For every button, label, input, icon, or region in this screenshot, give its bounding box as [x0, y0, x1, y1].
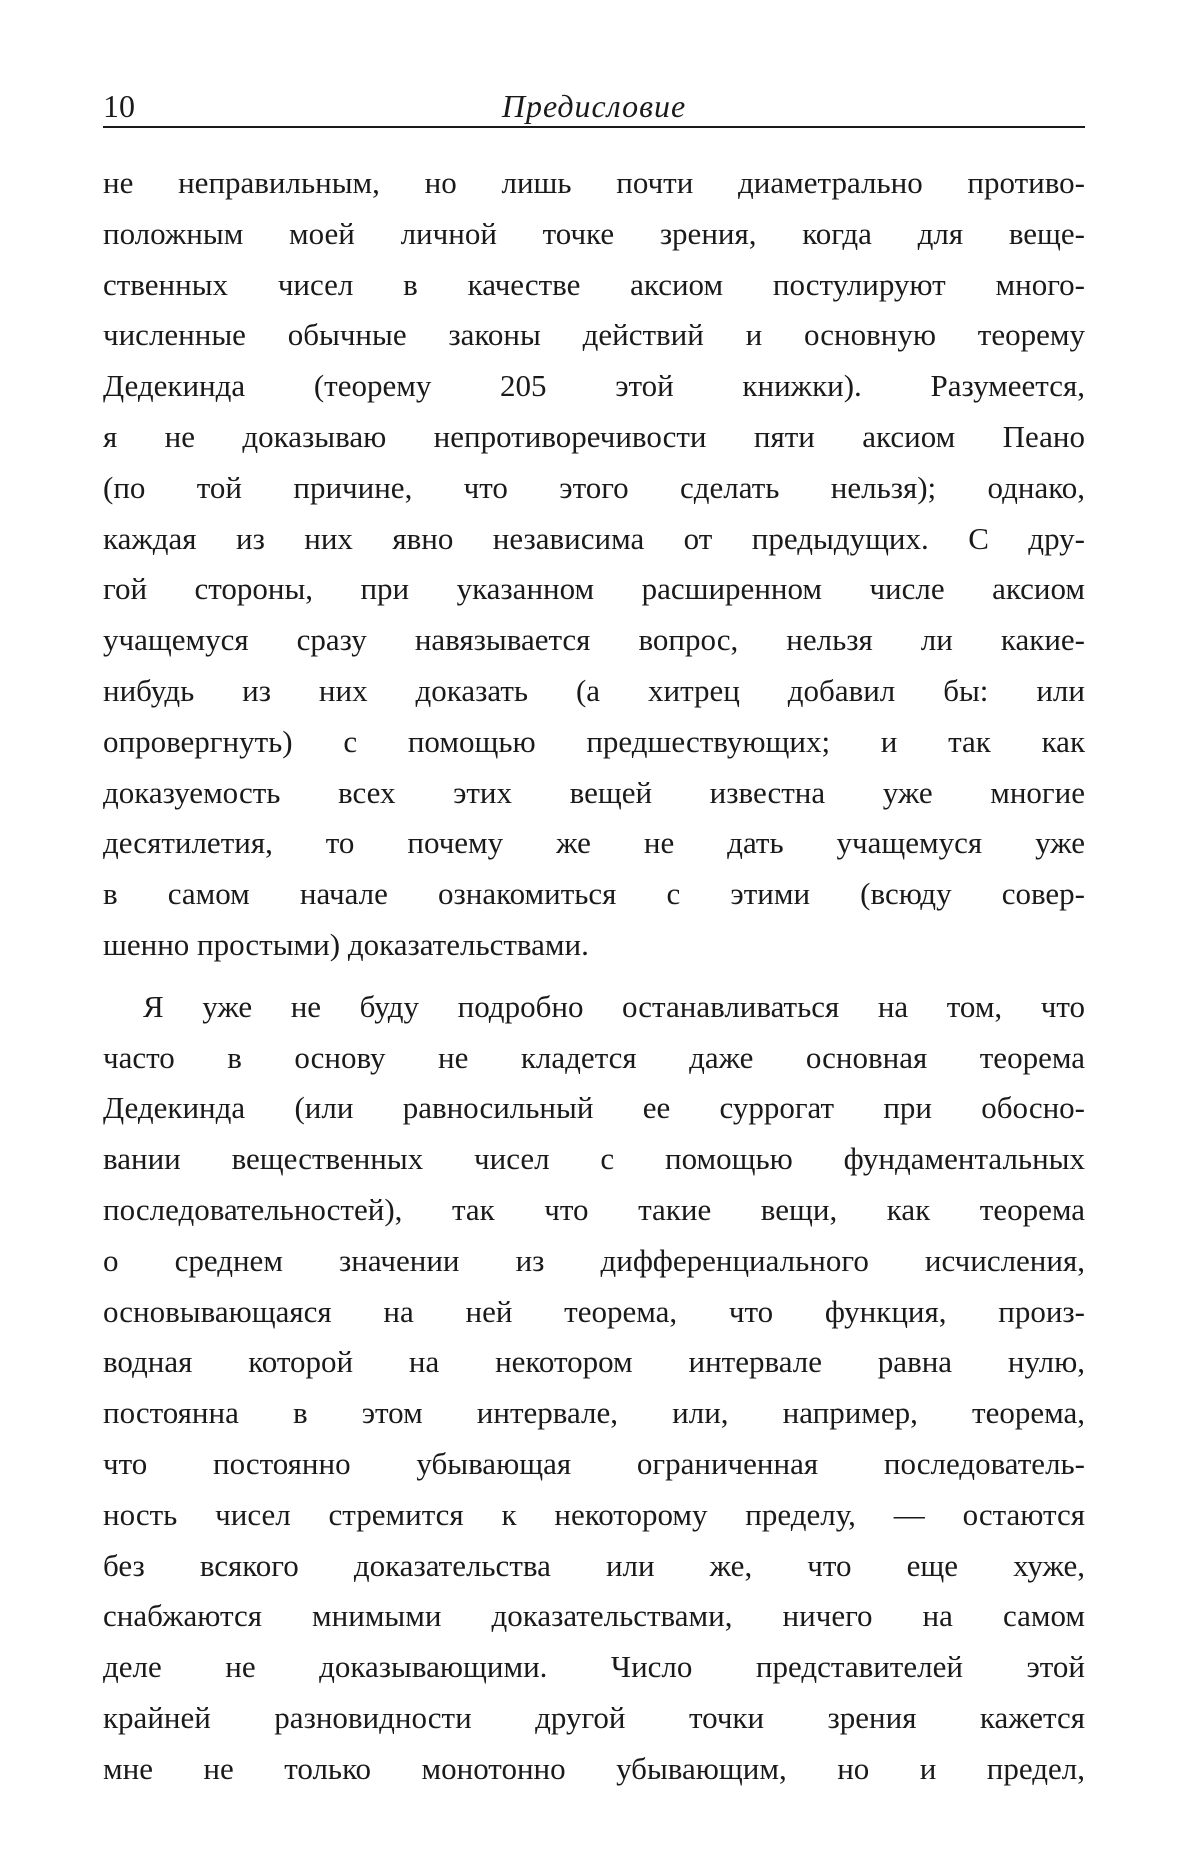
text-line: ность чисел стремится к некоторому пределу, — остаются — [103, 1496, 1085, 1532]
text-line: (по той причине, что этого сделать нельзя); однако, — [103, 469, 1085, 505]
text-line: вании вещественных чисел с помощью фундаментальных — [103, 1141, 1085, 1177]
text-line: Дедекинда (теорему 205 этой книжки). Разумеется, — [103, 368, 1085, 404]
paragraph-1 — [103, 158, 1085, 971]
running-head — [103, 88, 1085, 128]
text-line: в самом начале ознакомиться с этими (всюду совер- — [103, 876, 1085, 912]
text-line: постоянна в этом интервале, или, например, теорема, — [103, 1395, 1085, 1431]
text-line: каждая из них явно независима от предыдущих. С дру- — [103, 520, 1085, 556]
paragraph-2 — [103, 982, 1085, 1795]
section-title: Предисловие — [501, 88, 687, 124]
text-line: часто в основу не кладется даже основная теорема — [103, 1039, 1085, 1075]
text-line: деле не доказывающими. Число представителей этой — [103, 1649, 1085, 1685]
text-line: десятилетия, то почему же не дать учащемуся уже — [103, 825, 1085, 861]
text-line: доказуемость всех этих вещей известна уже многие — [103, 774, 1085, 810]
text-line: последовательностей), так что такие вещи, как теорема — [103, 1191, 1085, 1227]
text-line: я не доказываю непротиворечивости пяти аксиом Пеано — [103, 418, 1085, 454]
text-line: нибудь из них доказать (а хитрец добавил бы: или — [103, 672, 1085, 708]
text-line: учащемуся сразу навязывается вопрос, нельзя ли какие- — [103, 622, 1085, 658]
text-line: мне не только монотонно убывающим, но и предел, — [103, 1750, 1085, 1786]
text-line: не неправильным, но лишь почти диаметрально противо- — [103, 165, 1085, 200]
text-line: ственных чисел в качестве аксиом постулируют много- — [103, 266, 1085, 302]
text-line: опровергнуть) с помощью предшествующих; и так как — [103, 723, 1085, 759]
paragraph-gap — [103, 971, 1085, 982]
text-line: водная которой на некотором интервале равна нулю, — [103, 1344, 1085, 1380]
text-line: без всякого доказательства или же, что еще хуже, — [103, 1547, 1085, 1583]
text-line: численные обычные законы действий и основную теорему — [103, 317, 1085, 353]
text-line: Дедекинда (или равносильный ее суррогат при обосно- — [103, 1090, 1085, 1126]
text-line: крайней разновидности другой точки зрения кажется — [103, 1699, 1085, 1735]
text-line: что постоянно убывающая ограниченная последователь- — [103, 1445, 1085, 1481]
text-line: гой стороны, при указанном расширенном числе аксиом — [103, 571, 1085, 607]
text-line: положным моей личной точке зрения, когда для веще- — [103, 215, 1085, 251]
body-text — [103, 158, 1085, 1795]
text-line: снабжаются мнимыми доказательствами, ничего на самом — [103, 1598, 1085, 1634]
text-line: шенно простыми) доказательствами. — [103, 926, 589, 962]
book-page — [103, 88, 1085, 1795]
text-line: Я уже не буду подробно останавливаться на том, что — [143, 988, 1085, 1024]
page-number: 10 — [103, 88, 135, 124]
text-line: о среднем значении из дифференциального исчисления, — [103, 1242, 1085, 1278]
text-line: основывающаяся на ней теорема, что функция, произ- — [103, 1293, 1085, 1329]
